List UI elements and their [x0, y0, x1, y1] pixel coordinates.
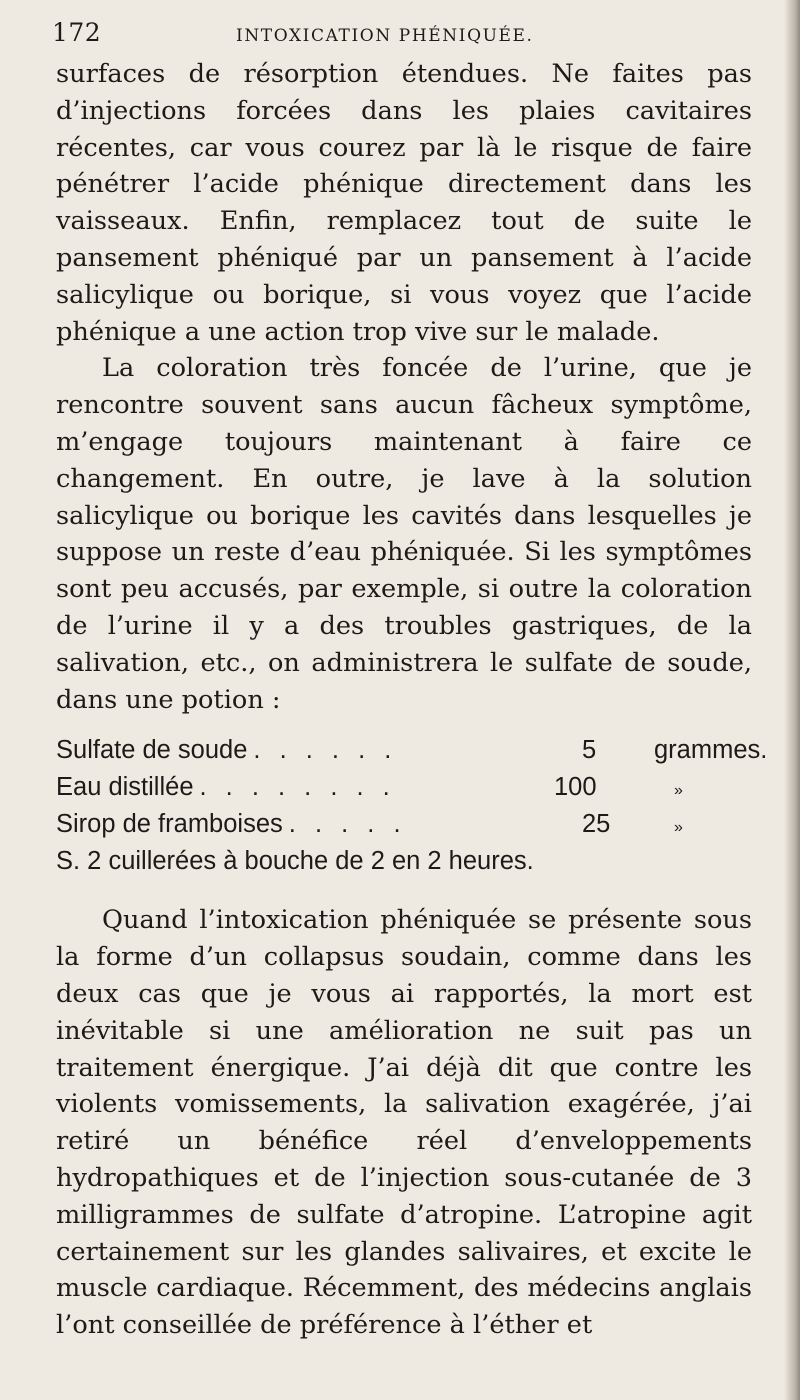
running-head: [52, 18, 752, 56]
paragraph: La coloration très foncée de l’urine, que je rencontre souvent sans aucun fâcheux symptôme, m’engage toujours maintenant à faire ce changement. En outre, je lave à la solution salicylique ou borique les cavités dans lesquelles je suppose un reste d’eau phéniquée. Si les symptômes sont peu accusés, par exemple, si outre la coloration de l’urine il y a des troubles gastriques, de la salivation, etc., on administrera le sulfate de soude, dans une potion :: [56, 353, 752, 715]
recipe-line: [56, 732, 768, 769]
ingredient-unit: »: [674, 782, 683, 800]
leader-dots: . . . . .: [288, 810, 407, 839]
ingredient-quantity: 100: [554, 773, 597, 802]
recipe-line: [56, 806, 752, 843]
running-title: INTOXICATION PHÉNIQUÉE.: [236, 26, 534, 46]
recipe-line: [56, 769, 752, 806]
page-edge-shadow: [784, 0, 800, 1400]
recipe-instruction: S. 2 cuillerées à bouche de 2 en 2 heures.: [56, 847, 534, 876]
ingredient-name: Sirop de framboises: [56, 810, 283, 839]
page-number: 172: [52, 18, 102, 47]
ingredient-name: Eau distillée: [56, 773, 194, 802]
leader-dots: . . . . . .: [253, 736, 398, 765]
paragraph: Quand l’intoxication phéniquée se présente sous la forme d’un collapsus soudain, comme dans les deux cas que je vous ai rapportés, la mort est inévitable si une amélioration ne suit pas un traitement énergique. J’ai déjà dit que contre les violents vomissements, la salivation exagérée, j’ai retiré un bénéfice réel d’enveloppements hydropathiques et de l’injection sous-cutanée de 3 milligrammes de sulfate d’atropine. L’atropine agit certainement sur les glandes salivaires, et excite le muscle cardiaque. Récemment, des médecins anglais l’ont conseillée de préférence à l’éther et: [56, 905, 752, 1341]
ingredient-quantity: 25: [582, 810, 611, 839]
recipe: [56, 732, 768, 880]
leader-dots: . . . . . . . .: [199, 773, 396, 802]
paragraph-continued: surfaces de résorption étendues. Ne faites pas d’injections forcées dans les plaies cavitaires récentes, car vous courez par là le risque de faire pénétrer l’acide phénique directement dans les vaisseaux. Enfin, remplacez tout de suite le pansement phéniqué par un pansement à l’acide salicylique ou borique, si vous voyez que l’acide phénique a une action trop vive sur le malade.: [56, 59, 752, 347]
ingredient-quantity: 5: [582, 736, 597, 765]
ingredient-unit: »: [674, 819, 683, 837]
ingredient-unit: grammes.: [654, 736, 768, 765]
body-text: [56, 902, 752, 1344]
body-text: [56, 56, 752, 718]
ingredient-name: Sulfate de soude: [56, 736, 248, 765]
